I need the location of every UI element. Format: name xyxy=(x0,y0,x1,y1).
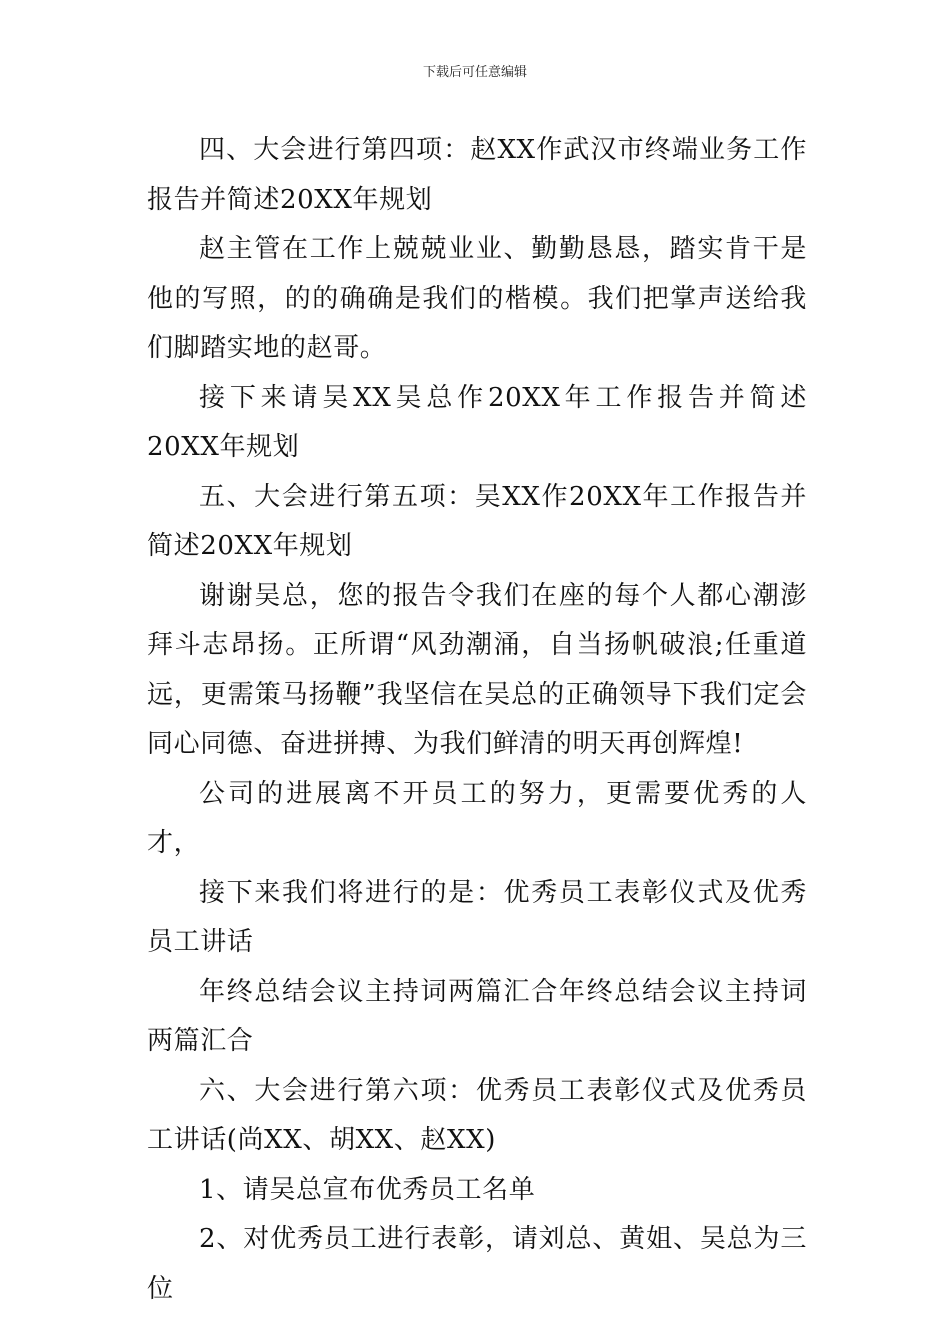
page-header-note: 下载后可任意编辑 xyxy=(422,65,527,80)
paragraph-item-5: 五、大会进行第五项：吴XX作20XX年工作报告并简述20XX年规划 xyxy=(147,481,807,561)
paragraph-title-repeat: 年终总结会议主持词两篇汇合年终总结会议主持词两篇汇合 xyxy=(147,976,807,1056)
paragraph-list-2: 2、对优秀员工进行表彰，请刘总、黄姐、吴总为三位 xyxy=(147,1224,807,1304)
paragraph-thanks-wu: 谢谢吴总，您的报告令我们在座的每个人都心潮澎拜斗志昂扬。正所谓“风劲潮涌，自当扬帆破浪;任重道远，更需策马扬鞭”我坚信在吴总的正确领导下我们定会同心同德、奋进拼搏、为我们鲜清的明天再创辉煌! xyxy=(147,580,807,759)
paragraph-talent: 公司的进展离不开员工的努力，更需要优秀的人才， xyxy=(147,778,807,858)
paragraph-invite-wu: 接下来请吴XX吴总作20XX年工作报告并简述20XX年规划 xyxy=(147,382,807,462)
document-body xyxy=(147,126,807,1314)
paragraph-zhao-praise: 赵主管在工作上兢兢业业、勤勤恳恳，踏实肯干是他的写照，的的确确是我们的楷模。我们把掌声送给我们脚踏实地的赵哥。 xyxy=(147,234,807,363)
paragraph-item-4: 四、大会进行第四项：赵XX作武汉市终端业务工作报告并简述20XX年规划 xyxy=(147,135,807,215)
paragraph-next-award: 接下来我们将进行的是：优秀员工表彰仪式及优秀员工讲话 xyxy=(147,877,807,957)
paragraph-item-6: 六、大会进行第六项：优秀员工表彰仪式及优秀员工讲话(尚XX、胡XX、赵XX) xyxy=(147,1075,807,1155)
paragraph-list-1: 1、请吴总宣布优秀员工名单 xyxy=(199,1174,536,1205)
